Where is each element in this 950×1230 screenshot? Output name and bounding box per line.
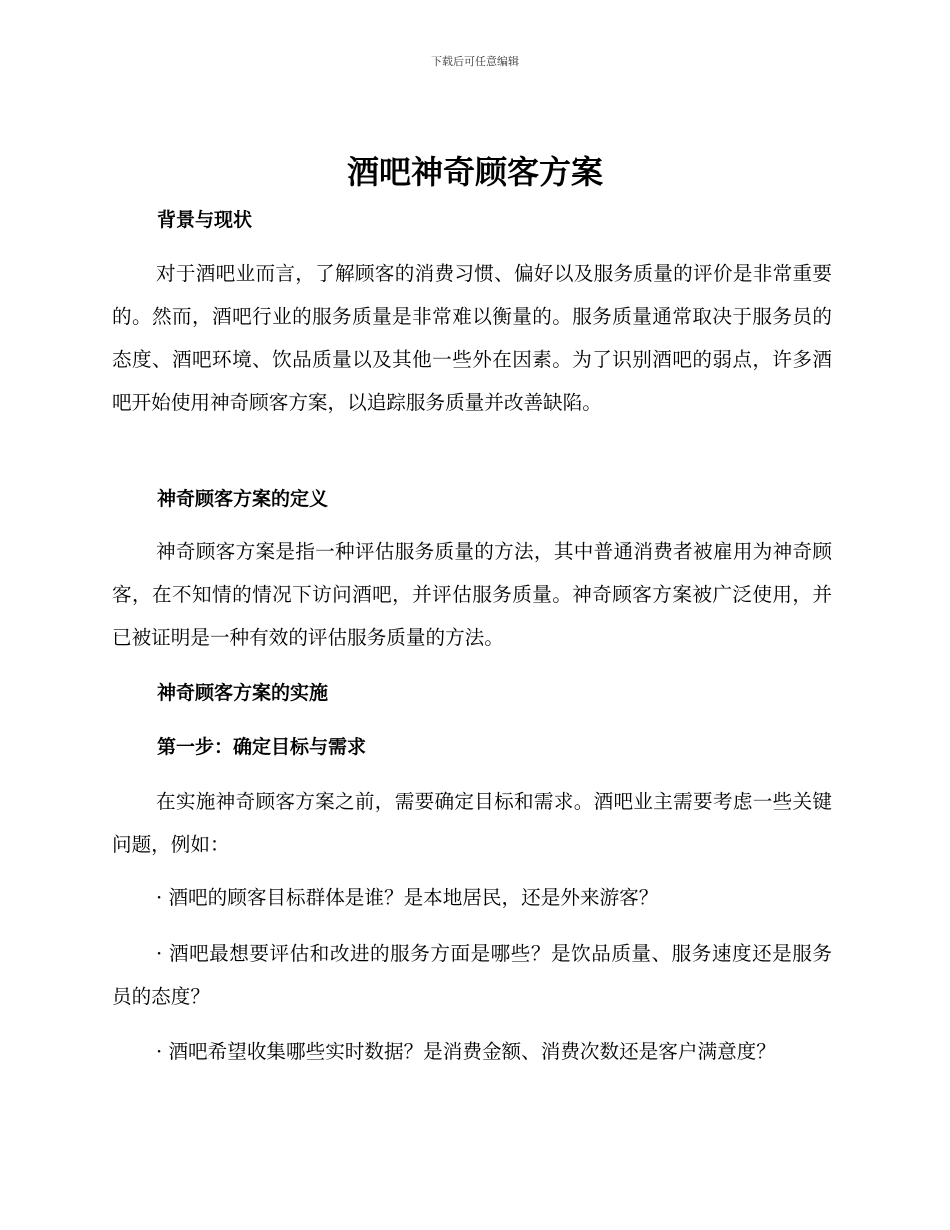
- paragraph-step-one-intro: 在实施神奇顾客方案之前，需要确定目标和需求。酒吧业主需要考虑一些关键问题，例如：: [112, 790, 832, 856]
- section-heading-definition: 神奇顾客方案的定义: [157, 488, 329, 510]
- paragraph-definition: 神奇顾客方案是指一种评估服务质量的方法，其中普通消费者被雇用为神奇顾客，在不知情的情况下访问酒吧，并评估服务质量。神奇顾客方案被广泛使用，并已被证明是一种有效的评估服务质量的方法。: [112, 540, 832, 649]
- section-heading-step-one: 第一步：确定目标与需求: [157, 736, 367, 758]
- section-heading-background: 背景与现状: [157, 209, 253, 231]
- document-title: 酒吧神奇顾客方案: [346, 153, 603, 191]
- list-item-realtime-data: · 酒吧希望收集哪些实时数据？是消费金额、消费次数还是客户满意度？: [156, 1040, 776, 1063]
- paragraph-background: 对于酒吧业而言，了解顾客的消费习惯、偏好以及服务质量的评价是非常重要的。然而，酒吧行业的服务质量是非常难以衡量的。服务质量通常取决于服务员的态度、酒吧环境、饮品质量以及其他一些外在因素。为了识别酒吧的弱点，许多酒吧开始使用神奇顾客方案，以追踪服务质量并改善缺陷。: [112, 262, 832, 414]
- header-watermark: 下载后可任意编辑: [431, 55, 519, 68]
- list-item-service-aspects: · 酒吧最想要评估和改进的服务方面是哪些？是饮品质量、服务速度还是服务员的态度？: [112, 942, 832, 1008]
- section-heading-implementation: 神奇顾客方案的实施: [157, 682, 329, 704]
- list-item-target-group: · 酒吧的顾客目标群体是谁？是本地居民，还是外来游客？: [156, 886, 659, 909]
